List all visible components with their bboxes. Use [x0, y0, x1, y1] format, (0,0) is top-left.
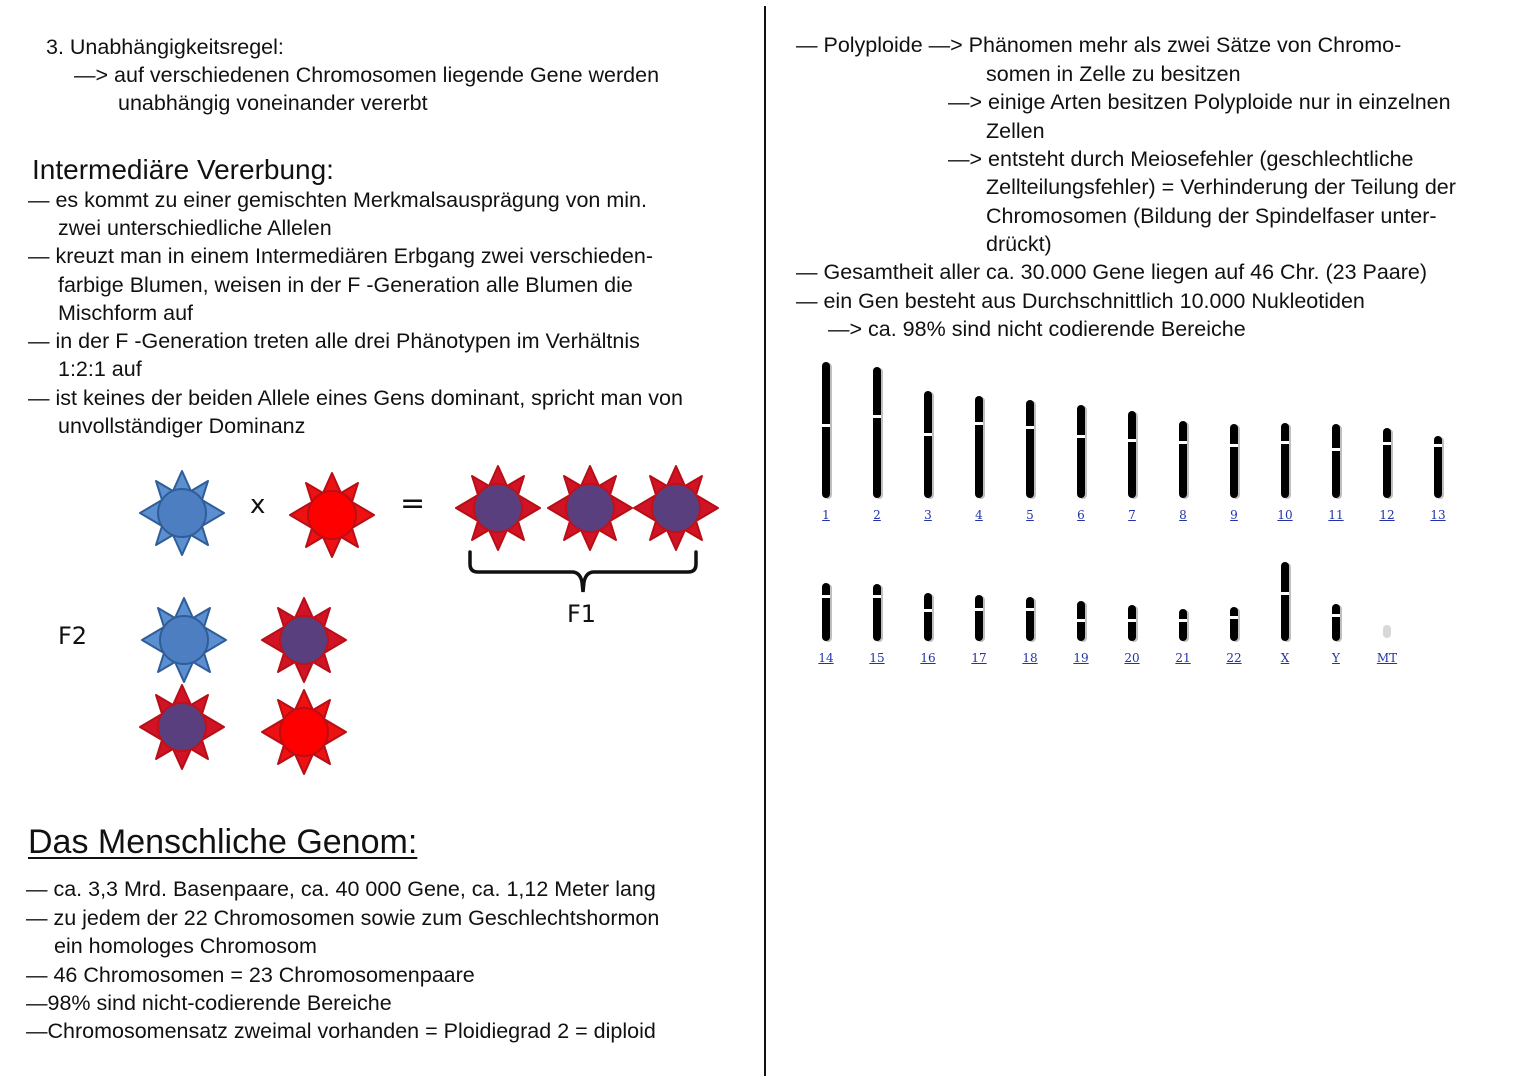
red-flower-parent: [286, 469, 378, 561]
column-divider: [764, 6, 766, 1076]
polyploide-line: —> entsteht durch Meiosefehler (geschlechtliche: [948, 147, 1414, 171]
mixed-flower-f2: [136, 681, 228, 773]
mitochondrial-dna: [1383, 625, 1391, 638]
intermediate-line: — es kommt zu einer gemischten Merkmalsausprägung von min.: [28, 188, 647, 212]
chromosome-14: [822, 583, 830, 641]
chromosome-label: 1: [822, 508, 830, 522]
chromosome-3: [924, 391, 932, 498]
chromosome-5: [1026, 400, 1034, 498]
polyploide-line: Zellen: [986, 119, 1045, 143]
chromosome-21: [1179, 609, 1187, 641]
polyploide-line: Chromosomen (Bildung der Spindelfaser unter-: [986, 204, 1437, 228]
genome-line: — ca. 3,3 Mrd. Basenpaare, ca. 40 000 Gene, ca. 1,12 Meter lang: [26, 877, 656, 901]
polyploide-line: —> einige Arten besitzen Polyploide nur in einzelnen: [948, 90, 1451, 114]
intermediate-line: farbige Blumen, weisen in der F -Generation alle Blumen die: [58, 273, 633, 297]
chromosome-label: 16: [920, 651, 936, 665]
chromosome-11: [1332, 424, 1340, 498]
genes-line: — ein Gen besteht aus Durchschnittlich 10.000 Nukleotiden: [796, 289, 1365, 313]
chromosome-8: [1179, 421, 1187, 498]
chromosome-label: 2: [873, 508, 881, 522]
chromosome-label: 22: [1226, 651, 1242, 665]
chromosome-label: 6: [1077, 508, 1085, 522]
genes-line: — Gesamtheit aller ca. 30.000 Gene liegen auf 46 Chr. (23 Paare): [796, 260, 1428, 284]
chromosome-label: 14: [818, 651, 834, 665]
chromosome-18: [1026, 597, 1034, 641]
rule-line: unabhängig voneinander vererbt: [118, 91, 428, 115]
chromosome-7: [1128, 411, 1136, 498]
chromosome-label: 3: [924, 508, 932, 522]
rule-line: —> auf verschiedenen Chromosomen liegende Gene werden: [74, 63, 660, 87]
chromosome-label: 5: [1026, 508, 1034, 522]
chromosome-label: 11: [1328, 508, 1344, 522]
chromosome-15: [873, 584, 881, 641]
chromosome-label: 9: [1230, 508, 1238, 522]
chromosome-label: 10: [1277, 508, 1293, 522]
polyploide-line: Zellteilungsfehler) = Verhinderung der Teilung der: [986, 175, 1456, 199]
chromosome-label: Y: [1332, 651, 1340, 665]
chromosome-label: 4: [975, 508, 983, 522]
red-flower-f2: [258, 686, 350, 778]
intermediate-line: zwei unterschiedliche Allelen: [58, 216, 332, 240]
chromosome-label: 13: [1430, 508, 1446, 522]
genome-line: — 46 Chromosomen = 23 Chromosomenpaare: [26, 963, 475, 987]
intermediate-line: — kreuzt man in einem Intermediären Erbgang zwei verschieden-: [28, 244, 653, 268]
chromosome-x: [1281, 562, 1289, 641]
genome-line: —98% sind nicht-codierende Bereiche: [26, 991, 392, 1015]
genome-line: ein homologes Chromosom: [54, 934, 317, 958]
chromosome-6: [1077, 405, 1085, 498]
intermediate-line: — ist keines der beiden Allele eines Gens dominant, spricht man von: [28, 386, 683, 410]
chromosome-y: [1332, 604, 1340, 641]
chromosome-label: MT: [1376, 651, 1398, 665]
blue-flower-parent: [136, 467, 228, 559]
polyploide-line: — Polyploide —> Phänomen mehr als zwei Sätze von Chromo-: [796, 33, 1402, 57]
chromosome-label: 12: [1379, 508, 1395, 522]
chromosome-label: 21: [1175, 651, 1191, 665]
chromosome-1: [822, 362, 830, 498]
equals-symbol: =: [400, 486, 426, 521]
genome-line: —Chromosomensatz zweimal vorhanden = Ploidiegrad 2 = diploid: [26, 1019, 656, 1043]
mixed-flower-f2: [258, 594, 350, 686]
rule-heading: 3. Unabhängigkeitsregel:: [46, 35, 284, 59]
chromosome-20: [1128, 605, 1136, 641]
polyploide-line: somen in Zelle zu besitzen: [986, 62, 1241, 86]
chromosome-19: [1077, 601, 1085, 641]
chromosome-label: 19: [1073, 651, 1089, 665]
chromosome-label: X: [1280, 651, 1290, 665]
chromosome-label: 17: [971, 651, 987, 665]
chromosome-9: [1230, 424, 1238, 498]
mixed-flower-f1: [544, 462, 636, 554]
intermediate-line: 1:2:1 auf: [58, 357, 142, 381]
chromosome-label: 7: [1128, 508, 1136, 522]
chromosome-16: [924, 593, 932, 641]
chromosome-10: [1281, 423, 1289, 498]
intermediate-heading: Intermediäre Vererbung:: [32, 154, 334, 185]
chromosome-17: [975, 595, 983, 641]
chromosome-12: [1383, 428, 1391, 498]
intermediate-line: Mischform auf: [58, 301, 194, 325]
f1-brace: [466, 548, 700, 596]
chromosome-4: [975, 396, 983, 498]
f2-label: F2: [58, 622, 88, 650]
genome-line: — zu jedem der 22 Chromosomen sowie zum Geschlechtshormon: [26, 906, 660, 930]
intermediate-line: unvollständiger Dominanz: [58, 414, 306, 438]
mixed-flower-f1: [452, 462, 544, 554]
genome-heading: Das Menschliche Genom:: [28, 823, 418, 861]
chromosome-13: [1434, 436, 1442, 498]
f1-label: F1: [567, 600, 597, 628]
chromosome-2: [873, 367, 881, 498]
chromosome-label: 8: [1179, 508, 1187, 522]
intermediate-line: — in der F -Generation treten alle drei Phänotypen im Verhältnis: [28, 329, 640, 353]
polyploide-line: drückt): [986, 232, 1052, 256]
chromosome-label: 18: [1022, 651, 1038, 665]
chromosome-label: 15: [869, 651, 885, 665]
chromosome-label: 20: [1124, 651, 1140, 665]
mixed-flower-f1: [630, 462, 722, 554]
cross-symbol: x: [250, 490, 266, 520]
chromosome-22: [1230, 607, 1238, 641]
blue-flower-f2: [138, 594, 230, 686]
genes-line: —> ca. 98% sind nicht codierende Bereiche: [828, 317, 1246, 341]
